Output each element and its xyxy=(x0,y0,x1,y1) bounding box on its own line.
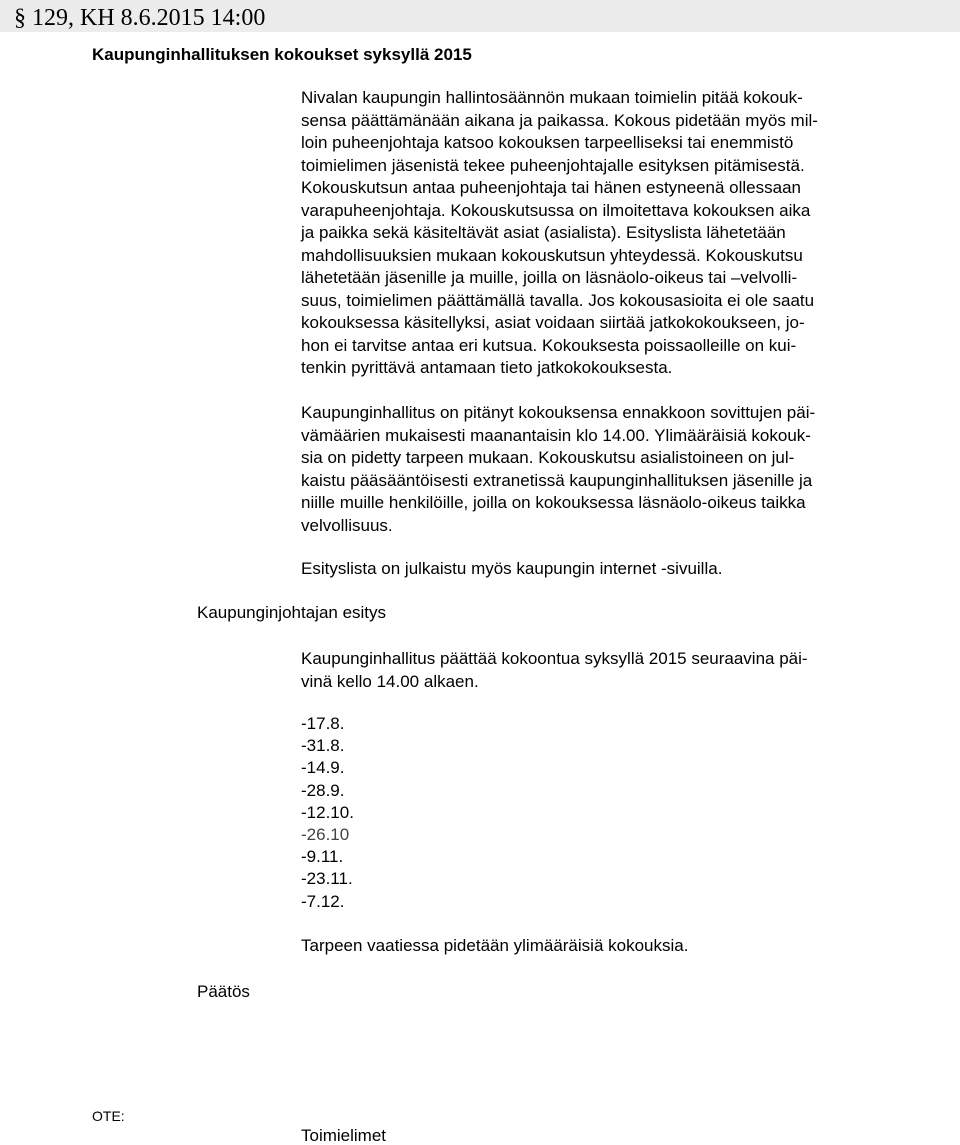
background-paragraph-3: Esityslista on julkaistu myös kaupungin internet -sivuilla. xyxy=(301,559,723,578)
meeting-date: -14.9. xyxy=(301,758,345,778)
proposal-text: Kaupunginhallitus päättää kokoontua syksyllä 2015 seuraavina päi- vinä kello 14.00 alkaen. xyxy=(301,649,808,691)
section-heading: § 129, KH 8.6.2015 14:00 xyxy=(14,5,266,31)
document-title: Kaupunginhallituksen kokoukset syksyllä 2015 xyxy=(92,45,472,64)
meeting-date: -12.10. xyxy=(301,802,354,822)
ote-recipients: Toimielimet xyxy=(301,1126,387,1145)
meeting-date: -28.9. xyxy=(301,780,345,800)
meeting-date-list xyxy=(301,713,354,913)
meeting-date: -26.10 xyxy=(301,825,350,845)
ote-label: OTE: xyxy=(92,1108,125,1124)
meeting-date: -31.8. xyxy=(301,736,345,756)
proposal-label: Kaupunginjohtajan esitys xyxy=(197,603,387,622)
meeting-date: -7.12. xyxy=(301,891,345,911)
proposal-closing: Tarpeen vaatiessa pidetään ylimääräisiä kokouksia. xyxy=(301,936,689,955)
section-header-bar xyxy=(0,0,960,32)
background-paragraph-2: Kaupunginhallitus on pitänyt kokouksensa ennakkoon sovittujen päi- vämäärien mukaisesti maanantaisin klo 14.00. Ylimääräisiä kokouk- sia on pidetty tarpeen mukaan. Kokouskutsu asialistoineen on jul- kaistu pääsääntöisesti extranetissä kaupunginhallituksen jäsenille ja niille muille henkilöille, joilla on kokouksessa läsnäolo-oikeus taikka velvollisuus. xyxy=(301,403,816,535)
decision-label: Päätös xyxy=(197,982,250,1001)
meeting-date: -9.11. xyxy=(301,847,344,867)
meeting-date: -17.8. xyxy=(301,714,345,733)
meeting-date: -23.11. xyxy=(301,869,353,889)
background-paragraph-1: Nivalan kaupungin hallintosäännön mukaan toimielin pitää kokouk- sensa päättämänään aikana ja paikassa. Kokous pidetään myös mil- loin puheenjohtaja katsoo kokouksen tarpeelliseksi tai enemmistö toimielimen jäsenistä tekee puheenjohtajalle esityksen pitämisestä. Kokouskutsun antaa puheenjohtaja tai hänen estyneenä ollessaan varapuheenjohtaja. Kokouskutsussa on ilmoitettava kokouksen aika ja paikka sekä käsiteltävät asiat (asialista). Esityslista lähetetään mahdollisuuksien mukaan kokouskutsun yhteydessä. Kokouskutsu lähetetään jäsenille ja muille, joilla on läsnäolo-oikeus tai –velvolli- suus, toimielimen päättämällä tavalla. Jos kokousasioita ei ole saatu kokouksessa käsitellyksi, asiat voidaan siirtää jatkokokoukseen, jo- hon ei tarvitse antaa eri kutsua. Kokouksesta poissaolleille on kui- tenkin pyrittävä antamaan tieto jatkokokouksesta. xyxy=(301,88,818,377)
